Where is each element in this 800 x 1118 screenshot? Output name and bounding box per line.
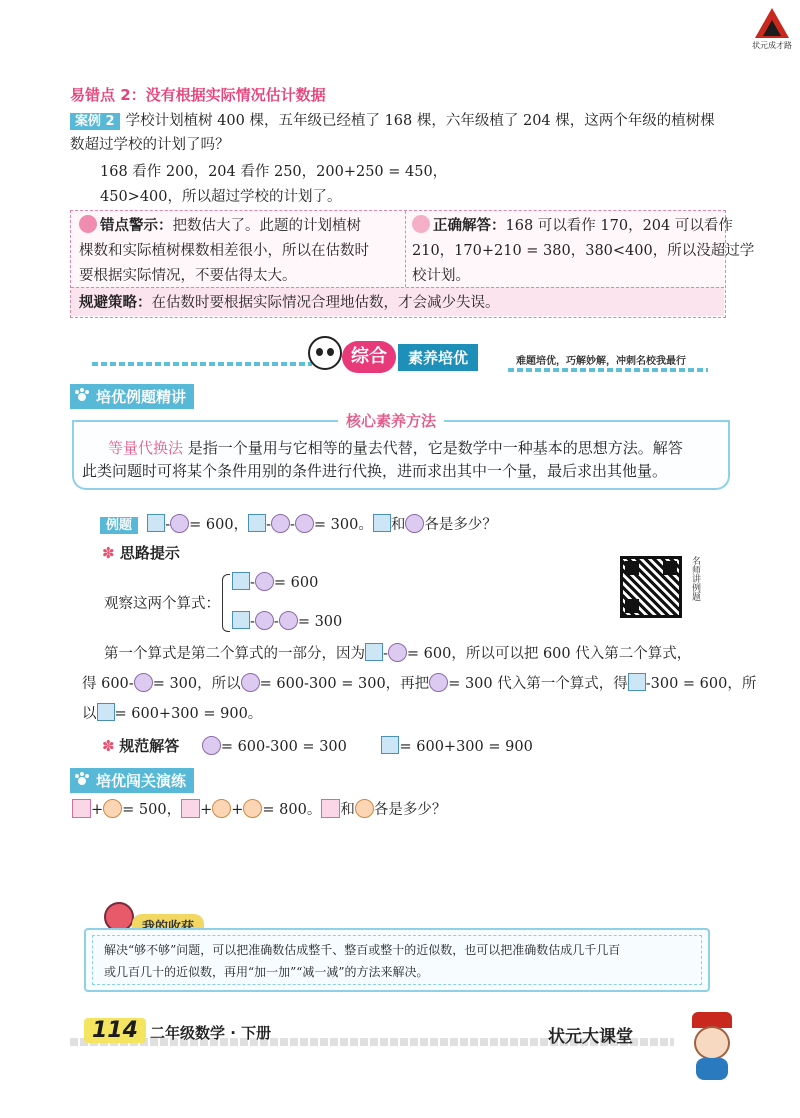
banner-left-line bbox=[92, 362, 312, 366]
core-text-line1 bbox=[108, 437, 683, 459]
core-text1: 是指一个量用与它相等的量去代替，它是数学中一种基本的思想方法。解答 bbox=[187, 439, 683, 457]
purple-circle-shape bbox=[388, 643, 407, 662]
purple-circle-shape bbox=[202, 736, 221, 755]
publisher-logo bbox=[752, 8, 792, 52]
system-eq2: - - = 300 bbox=[232, 611, 342, 633]
correct-line3: 校计划。 bbox=[412, 268, 470, 284]
explanation-text2e: -300 = 600，所 bbox=[645, 676, 757, 692]
correct-line2: 210，170+210 = 380，380<400，所以没超过学 bbox=[412, 243, 755, 259]
orange-circle-shape bbox=[243, 799, 262, 818]
case-tag: 案例 2 bbox=[70, 113, 120, 130]
warning-icon bbox=[79, 215, 97, 233]
harvest-line1: 解决“够不够”问题，可以把准确数估成整千、整百或整十的近似数，也可以把准确数估成几千几百 bbox=[104, 943, 621, 957]
example-tag: 例题 bbox=[100, 517, 138, 534]
blue-square-shape bbox=[628, 673, 646, 691]
hint-title: 思路提示 bbox=[119, 544, 180, 562]
purple-circle-shape bbox=[429, 673, 448, 692]
standard-answer bbox=[102, 735, 533, 758]
purple-circle-shape bbox=[241, 673, 260, 692]
explanation-text2c: = 600-300 = 300，再把 bbox=[259, 676, 430, 692]
explanation-line2 bbox=[82, 673, 756, 695]
warning-text1: 把数估大了。此题的计划植树 bbox=[172, 218, 361, 234]
practice-eq2-result: = 800。 bbox=[262, 802, 322, 818]
strategy-label: 规避策略： bbox=[79, 295, 152, 311]
practice-section-tab bbox=[70, 768, 194, 793]
harvest-line2: 或几百几十的近似数，再用“加一加”“减一减”的方法来解决。 bbox=[104, 965, 429, 979]
system-eq2-result: = 300 bbox=[297, 614, 343, 630]
method-name: 等量代换法 bbox=[108, 439, 184, 457]
section-title: 素养培优 bbox=[398, 344, 478, 371]
pink-square-shape bbox=[321, 799, 340, 818]
example-and: 和 bbox=[390, 517, 406, 533]
warning-line3: 要根据实际情况，不要估得太大。 bbox=[79, 268, 297, 284]
correct-line1 bbox=[412, 215, 733, 237]
strategy-text: 在估数时要根据实际情况合理地估数，才会减少失误。 bbox=[151, 295, 500, 311]
purple-circle-shape bbox=[295, 514, 314, 533]
logo-text: 状元成才路 bbox=[752, 41, 792, 50]
purple-circle-shape bbox=[279, 611, 298, 630]
core-method-title: 核心素养方法 bbox=[338, 410, 444, 431]
purple-circle-shape bbox=[170, 514, 189, 533]
blue-square-shape bbox=[147, 514, 165, 532]
flower-icon: ✽ bbox=[102, 737, 115, 755]
wrong-work-line2: 450>400，所以超过学校的计划了。 bbox=[100, 189, 342, 205]
correct-icon bbox=[412, 215, 430, 233]
case-problem-line2: 数超过学校的计划了吗？ bbox=[70, 137, 230, 153]
case-problem-line1 bbox=[70, 110, 715, 133]
purple-circle-shape bbox=[134, 673, 153, 692]
mistake-heading: 易错点 2：没有根据实际情况估计数据 bbox=[70, 86, 326, 104]
practice-question: 各是多少？ bbox=[373, 802, 447, 818]
warning-line2: 棵数和实际植树棵数相差很小，所以在估数时 bbox=[79, 243, 369, 259]
purple-circle-shape bbox=[255, 611, 274, 630]
example-section-tab bbox=[70, 384, 194, 409]
harvest-box bbox=[84, 928, 710, 992]
explanation-text2d: = 300 代入第一个算式，得 bbox=[448, 676, 628, 692]
orange-circle-shape bbox=[212, 799, 231, 818]
qr-code[interactable] bbox=[620, 556, 682, 618]
explanation-line1: 第一个算式是第二个算式的一部分，因为 - = 600，所以可以把 600 代入第二个算式， bbox=[104, 643, 691, 665]
warning-panel bbox=[79, 215, 403, 287]
system-brace bbox=[222, 574, 230, 632]
answer2: = 600+300 = 900 bbox=[399, 739, 533, 755]
practice-problem: + = 500， + + = 800。 和 各是多少？ bbox=[72, 799, 446, 821]
wrong-work-line1: 168 看作 200，204 看作 250，200+250 = 450， bbox=[100, 164, 448, 180]
explanation-text1b: = 600，所以可以把 600 代入第二个算式， bbox=[406, 646, 692, 662]
example-eq1-result: = 600， bbox=[189, 517, 249, 533]
core-text-line2: 此类问题时可将某个条件用别的条件进行代换，进而求出其中一个量，最后求出其他量。 bbox=[82, 462, 668, 480]
purple-circle-shape bbox=[255, 572, 274, 591]
correct-label: 正确解答： bbox=[433, 218, 506, 234]
correct-text1: 168 可以看作 170，204 可以看作 bbox=[505, 218, 733, 234]
blue-square-shape bbox=[232, 572, 250, 590]
example-section-label: 培优例题精讲 bbox=[96, 388, 187, 406]
answer1: = 600-300 = 300 bbox=[220, 739, 347, 755]
section-badge: 综合 bbox=[342, 341, 396, 373]
banner-right-line bbox=[508, 368, 708, 372]
example-problem: 例题 - = 600， - - = 300。 和 各是多少？ bbox=[100, 514, 497, 537]
blue-square-shape bbox=[373, 514, 391, 532]
flower-icon: ✽ bbox=[102, 544, 115, 562]
strategy-row bbox=[71, 287, 724, 316]
hint-heading bbox=[102, 542, 180, 563]
explanation-text3a: 以 bbox=[82, 706, 97, 722]
blue-square-shape bbox=[365, 643, 383, 661]
explanation-text3b: = 600+300 = 900。 bbox=[114, 706, 263, 722]
pink-square-shape bbox=[72, 799, 91, 818]
section-slogan: 难题培优，巧解妙解，冲刺名校我最行 bbox=[516, 356, 686, 367]
observe-label: 观察这两个算式： bbox=[104, 596, 220, 612]
logo-inner-icon bbox=[763, 20, 781, 36]
blue-square-shape bbox=[232, 611, 250, 629]
explanation-text2a: 得 600- bbox=[82, 676, 134, 692]
blue-square-shape bbox=[381, 736, 399, 754]
book-title: 二年级数学 · 下册 bbox=[150, 1024, 272, 1042]
page-number: 114 bbox=[84, 1018, 146, 1043]
orange-circle-shape bbox=[103, 799, 122, 818]
paw-icon bbox=[74, 771, 90, 787]
system-eq1: - = 600 bbox=[232, 572, 318, 594]
explanation-text2b: = 300，所以 bbox=[152, 676, 241, 692]
warning-label: 错点警示： bbox=[100, 218, 173, 234]
example-question: 各是多少？ bbox=[424, 517, 497, 533]
mascot-icon bbox=[682, 1012, 742, 1082]
paw-icon bbox=[74, 387, 90, 403]
correct-panel bbox=[405, 211, 755, 287]
warning-line1 bbox=[79, 215, 403, 237]
answer-title: 规范解答 bbox=[119, 737, 180, 755]
practice-eq1-result: = 500， bbox=[122, 802, 182, 818]
system-eq1-result: = 600 bbox=[273, 575, 319, 591]
explanation-line3 bbox=[82, 703, 262, 725]
practice-and: 和 bbox=[340, 802, 355, 818]
brand-name: 状元大课堂 bbox=[548, 1027, 633, 1047]
case-problem-text1: 学校计划植树 400 棵，五年级已经植了 168 棵，六年级植了 204 棵，这两个年级的植树棵 bbox=[125, 113, 715, 129]
purple-circle-shape bbox=[271, 514, 290, 533]
explanation-text1a: 第一个算式是第二个算式的一部分，因为 bbox=[104, 646, 365, 662]
practice-section-label: 培优闯关演练 bbox=[96, 772, 187, 790]
tip-box bbox=[70, 210, 755, 318]
blue-square-shape bbox=[248, 514, 266, 532]
example-eq2-result: = 300。 bbox=[313, 517, 373, 533]
purple-circle-shape bbox=[405, 514, 424, 533]
qr-label: 名师讲例题 bbox=[690, 556, 700, 601]
pink-square-shape bbox=[181, 799, 200, 818]
panda-icon bbox=[308, 336, 342, 370]
blue-square-shape bbox=[97, 703, 115, 721]
orange-circle-shape bbox=[355, 799, 374, 818]
